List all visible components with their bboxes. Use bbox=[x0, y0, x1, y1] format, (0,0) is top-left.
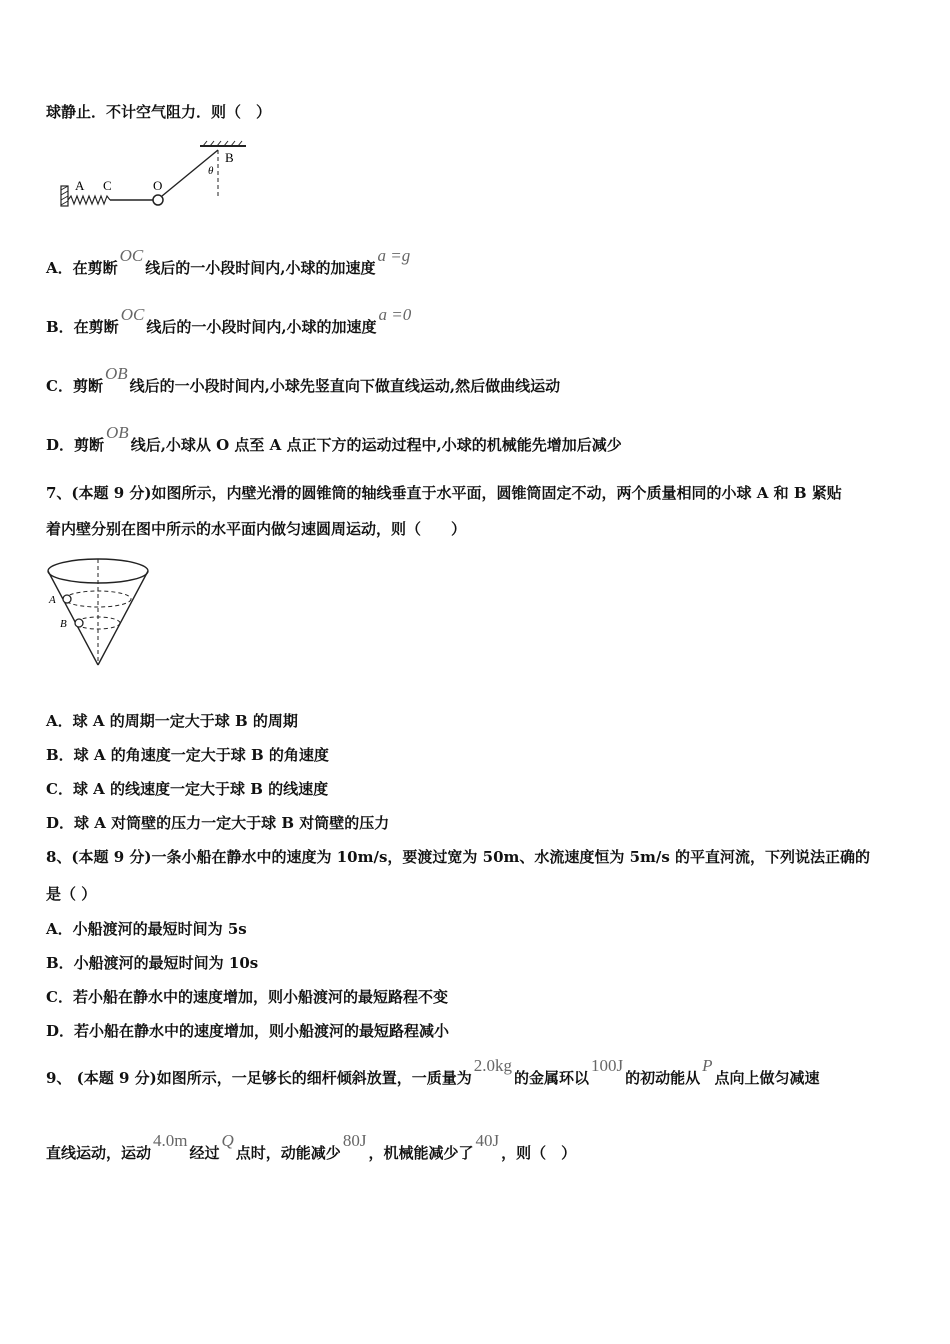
q6-option-d[interactable]: D．剪断OB线后,小球从 O 点至 A 点正下方的运动过程中,小球的机械能先增加后减少 bbox=[46, 423, 622, 454]
q7-stem-line1: 7、(本题 9 分)如图所示，内壁光滑的圆锥筒的轴线垂直于水平面，圆锥筒固定不动，两个质量相同的小球 A 和 B 紧贴 bbox=[46, 484, 842, 502]
label-b: B bbox=[225, 150, 234, 165]
label-o: O bbox=[153, 178, 163, 193]
q8-option-c[interactable]: C．若小船在静水中的速度增加，则小船渡河的最短路程不变 bbox=[46, 988, 448, 1006]
q8-stem-line2: 是（ ） bbox=[46, 885, 97, 903]
q7-stem-line2: 着内壁分别在图中所示的水平面内做匀速圆周运动，则（ ） bbox=[46, 520, 467, 538]
q7-option-d[interactable]: D．球 A 对筒壁的压力一定大于球 B 对筒壁的压力 bbox=[46, 814, 390, 832]
q8-option-b[interactable]: B．小船渡河的最短时间为 10s bbox=[46, 954, 259, 972]
label-theta: θ bbox=[208, 165, 214, 177]
q6-option-a[interactable]: A．在剪断OC线后的一小段时间内,小球的加速度a =g bbox=[46, 246, 411, 277]
label-ball-a: A bbox=[49, 594, 56, 606]
q7-option-a[interactable]: A．球 A 的周期一定大于球 B 的周期 bbox=[46, 712, 298, 730]
cone-right-side bbox=[98, 571, 148, 665]
q8-option-d[interactable]: D．若小船在静水中的速度增加，则小船渡河的最短路程减小 bbox=[46, 1022, 450, 1040]
label-ball-b: B bbox=[60, 618, 67, 630]
ball-o bbox=[153, 195, 163, 205]
label-a: A bbox=[75, 178, 85, 193]
q6-option-b[interactable]: B．在剪断OC线后的一小段时间内,小球的加速度a =0 bbox=[46, 305, 412, 336]
q7-cone-figure bbox=[44, 555, 154, 671]
label-c: C bbox=[103, 178, 112, 193]
spring bbox=[68, 196, 110, 204]
q8-stem-line1: 8、(本题 9 分)一条小船在静水中的速度为 10m/s，要渡过宽为 50m、水流速度恒为 5m/s 的平直河流，下列说法正确的 bbox=[46, 848, 871, 866]
ball-a bbox=[63, 595, 71, 603]
q6-stem-tail: 球静止．不计空气阻力．则（ ） bbox=[46, 103, 272, 121]
q6-option-c[interactable]: C．剪断OB线后的一小段时间内,小球先竖直向下做直线运动,然后做曲线运动 bbox=[46, 364, 561, 395]
q9-stem-line1: 9、 (本题 9 分)如图所示，一足够长的细杆倾斜放置，一质量为2.0kg的金属环以100J的初动能从P点向上做匀减速 bbox=[46, 1056, 820, 1087]
cone-left-side bbox=[48, 571, 98, 665]
ball-b bbox=[75, 619, 83, 627]
q7-option-c[interactable]: C．球 A 的线速度一定大于球 B 的线速度 bbox=[46, 780, 329, 798]
q8-option-a[interactable]: A．小船渡河的最短时间为 5s bbox=[46, 920, 247, 938]
q9-stem-line2: 直线运动，运动4.0m经过Q点时，动能减少80J，机械能减少了40J，则（ ） bbox=[46, 1131, 577, 1162]
q7-option-b[interactable]: B．球 A 的角速度一定大于球 B 的角速度 bbox=[46, 746, 329, 764]
q6-figure bbox=[58, 138, 258, 218]
